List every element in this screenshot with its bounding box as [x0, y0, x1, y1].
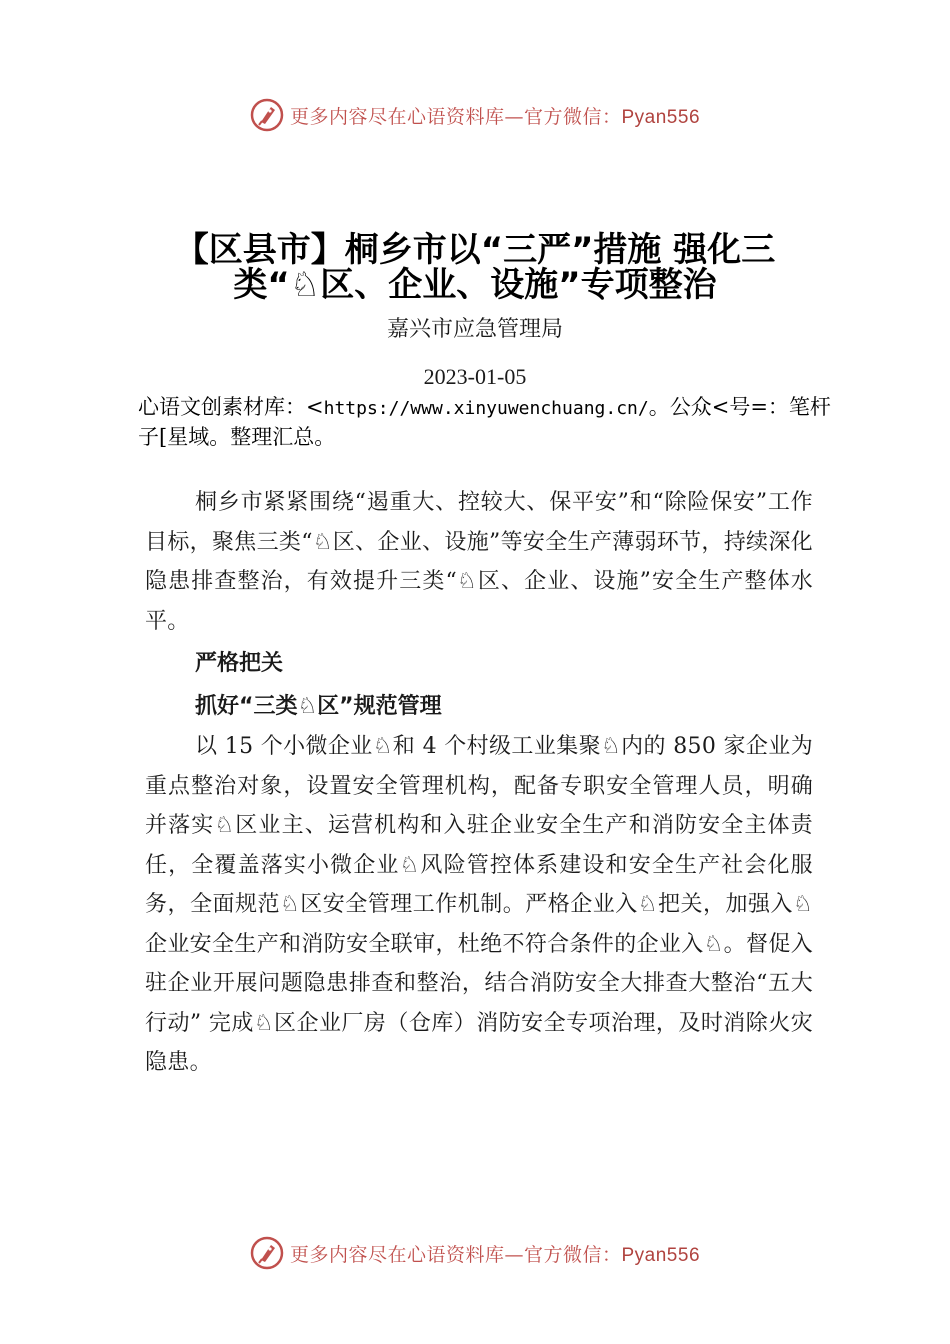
article-body: [145, 483, 813, 1083]
banner-label: 更多内容尽在心语资料库—官方微信：: [289, 1243, 622, 1266]
source-note: [138, 393, 838, 452]
banner-label: 更多内容尽在心语资料库—官方微信：: [289, 105, 622, 128]
article-date: 2023-01-05: [423, 364, 527, 389]
article-title: 【区县市】桐乡市以“三严”措施 强化三类“♘区、企业、设施”专项整治: [174, 230, 776, 305]
source-prefix: 心语文创素材库：<: [138, 395, 324, 419]
banner-text: [290, 1240, 700, 1267]
intro-paragraph: 桐乡市紧紧围绕“遏重大、控较大、保平安”和“除险保安”工作目标，聚焦三类“♘区、企业、设施”等安全生产薄弱环节，持续深化隐患排查整治，有效提升三类“♘区、企业、设施”安全生产整体水平。: [145, 490, 813, 634]
article-organization: 嘉兴市应急管理局: [386, 317, 563, 342]
banner-text: [290, 102, 700, 129]
banner-wechat-id: Pyan556: [621, 1244, 701, 1266]
footer-banner: [0, 1233, 950, 1273]
pen-nib-logo-icon: [250, 98, 284, 132]
section-subheading: 抓好“三类♘区”规范管理: [195, 694, 442, 719]
pen-nib-logo-icon: [250, 1236, 284, 1270]
header-banner: [0, 95, 950, 135]
source-suffix: 。公众<号=：笔杆子[星域。整理汇总。: [138, 395, 831, 449]
body-paragraph: 以 15 个小微企业♘和 4 个村级工业集聚♘内的 850 家企业为重点整治对象，设置安全管理机构，配备专职安全管理人员，明确并落实♘区业主、运营机构和入驻企业安全生产和消防安全主体责任，全覆盖落实小微企业♘风险管控体系建设和安全生产社会化服务，全面规范♘区安全管理工作机制。严格企业入♘把关，加强入♘企业安全生产和消防安全联审，杜绝不符合条件的企业入♘。督促入驻企业开展问题隐患排查和整治，结合消防安全大排查大整治“五大行动” 完成♘区企业厂房（仓库）消防安全专项治理，及时消除火灾隐患。: [145, 734, 813, 1075]
section-heading: 严格把关: [195, 651, 284, 676]
source-url: https://www.xinyuwenchuang.cn/: [323, 398, 649, 419]
banner-wechat-id: Pyan556: [621, 106, 701, 128]
